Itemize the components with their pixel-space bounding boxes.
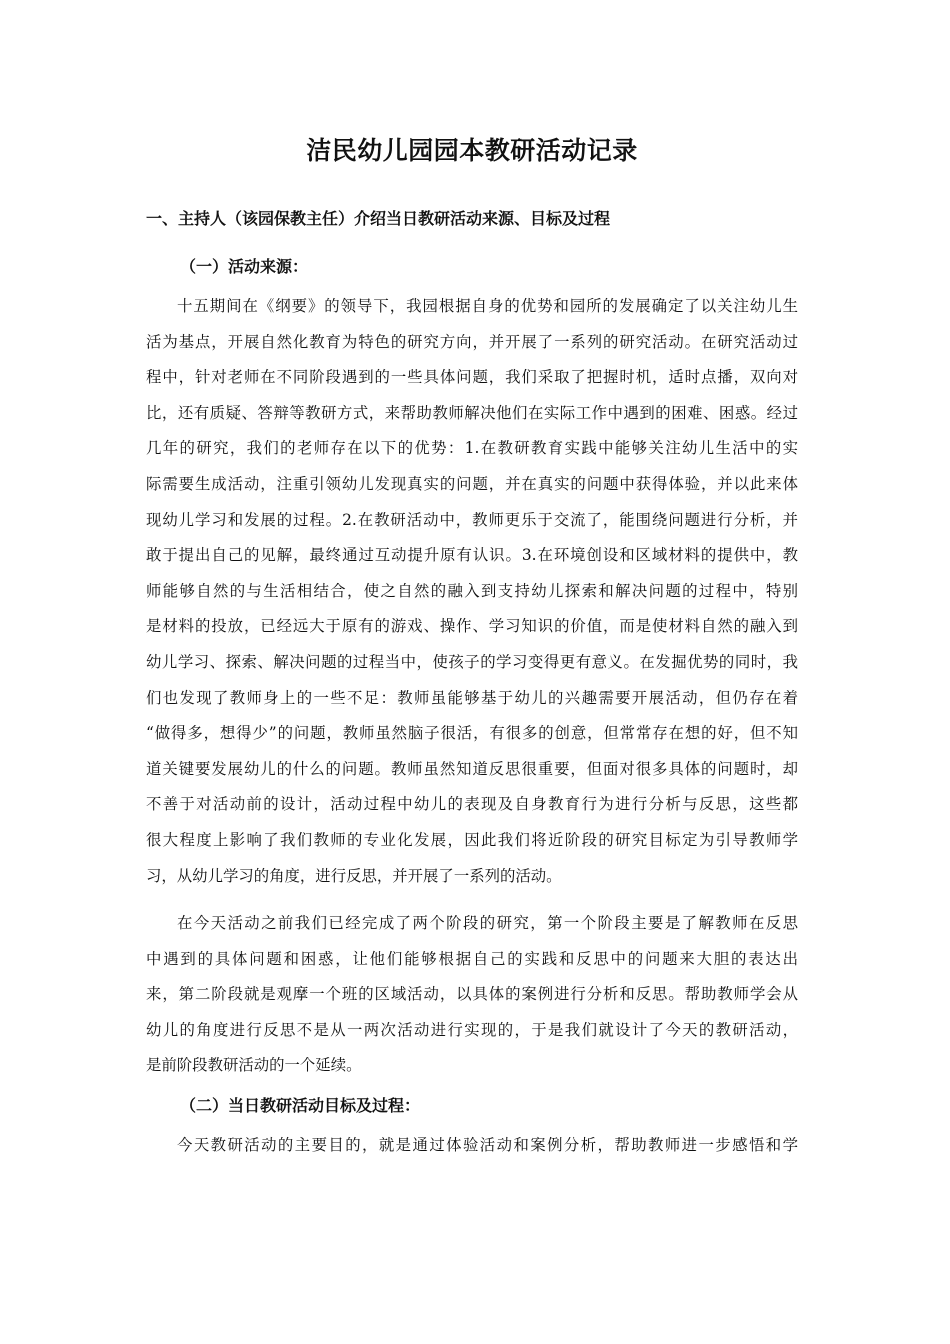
text-line: 中遇到的具体问题和困惑，让他们能够根据自己的实践和反思中的问题来大胆的表达出 xyxy=(146,949,798,968)
text-line: 现幼儿学习和发展的过程。2.在教研活动中，教师更乐于交流了，能围绕问题进行分析，并 xyxy=(146,510,798,529)
text-line: 敢于提出自己的见解，最终通过互动提升原有认识。3.在环境创设和区域材料的提供中，教 xyxy=(146,546,798,565)
text-line: 师能够自然的与生活相结合，使之自然的融入到支持幼儿探索和解决问题的过程中，特别 xyxy=(146,581,798,600)
paragraph-previous-stages xyxy=(146,906,798,1084)
text-line: 活为基点，开展自然化教育为特色的研究方向，并开展了一系列的研究活动。在研究活动过 xyxy=(146,332,798,351)
paragraph-goals xyxy=(146,1128,798,1164)
text-line: 幼儿的角度进行反思不是从一两次活动进行实现的，于是我们就设计了今天的教研活动， xyxy=(146,1020,798,1039)
text-line: 是前阶段教研活动的一个延续。 xyxy=(146,1056,362,1075)
text-line: 道关键要发展幼儿的什么的问题。教师虽然知道反思很重要，但面对很多具体的问题时，却 xyxy=(146,759,798,778)
section-heading-host-intro: 一、主持人（该园保教主任）介绍当日教研活动来源、目标及过程 xyxy=(146,209,611,228)
document-body xyxy=(146,128,798,1164)
text-line: 是材料的投放，已经远大于原有的游戏、操作、学习知识的价值，而是使材料自然的融入到 xyxy=(146,617,798,636)
text-line: 来，第二阶段就是观摩一个班的区域活动，以具体的案例进行分析和反思。帮助教师学会从 xyxy=(146,985,798,1004)
text-line: 幼儿学习、探索、解决问题的过程当中，使孩子的学习变得更有意义。在发掘优势的同时，我 xyxy=(146,652,798,671)
paragraph-activity-source xyxy=(146,289,798,894)
text-line: 今天教研活动的主要目的，就是通过体验活动和案例分析，帮助教师进一步感悟和学 xyxy=(177,1136,798,1155)
text-line: 习，从幼儿学习的角度，进行反思，并开展了一系列的活动。 xyxy=(146,866,562,885)
text-line: 在今天活动之前我们已经完成了两个阶段的研究，第一个阶段主要是了解教师在反思 xyxy=(177,914,798,933)
text-line: 很大程度上影响了我们教师的专业化发展，因此我们将近阶段的研究目标定为引导教师学 xyxy=(146,830,798,849)
text-line: 不善于对活动前的设计，活动过程中幼儿的表现及自身教育行为进行分析与反思，这些都 xyxy=(146,795,798,814)
text-line: 际需要生成活动，注重引领幼儿发现真实的问题，并在真实的问题中获得体验，并以此来体 xyxy=(146,474,798,493)
document-title: 洁民幼儿园园本教研活动记录 xyxy=(306,136,638,165)
text-line: 几年的研究，我们的老师存在以下的优势：1.在教研教育实践中能够关注幼儿生活中的实 xyxy=(146,439,798,458)
text-line: “做得多，想得少”的问题，教师虽然脑子很活，有很多的创意，但常常存在想的好，但不知 xyxy=(146,724,798,743)
text-line: 们也发现了教师身上的一些不足：教师虽能够基于幼儿的兴趣需要开展活动，但仍存在着 xyxy=(146,688,798,707)
text-line: 比，还有质疑、答辩等教研方式，来帮助教师解决他们在实际工作中遇到的困难、困惑。经过 xyxy=(146,403,798,422)
text-line: 十五期间在《纲要》的领导下，我园根据自身的优势和园所的发展确定了以关注幼儿生 xyxy=(177,297,798,315)
subsection-heading-activity-source: （一）活动来源： xyxy=(180,257,309,276)
text-line: 程中，针对老师在不同阶段遇到的一些具体问题，我们采取了把握时机，适时点播，双向对 xyxy=(146,368,798,387)
subsection-heading-goals-process: （二）当日教研活动目标及过程： xyxy=(180,1096,421,1116)
